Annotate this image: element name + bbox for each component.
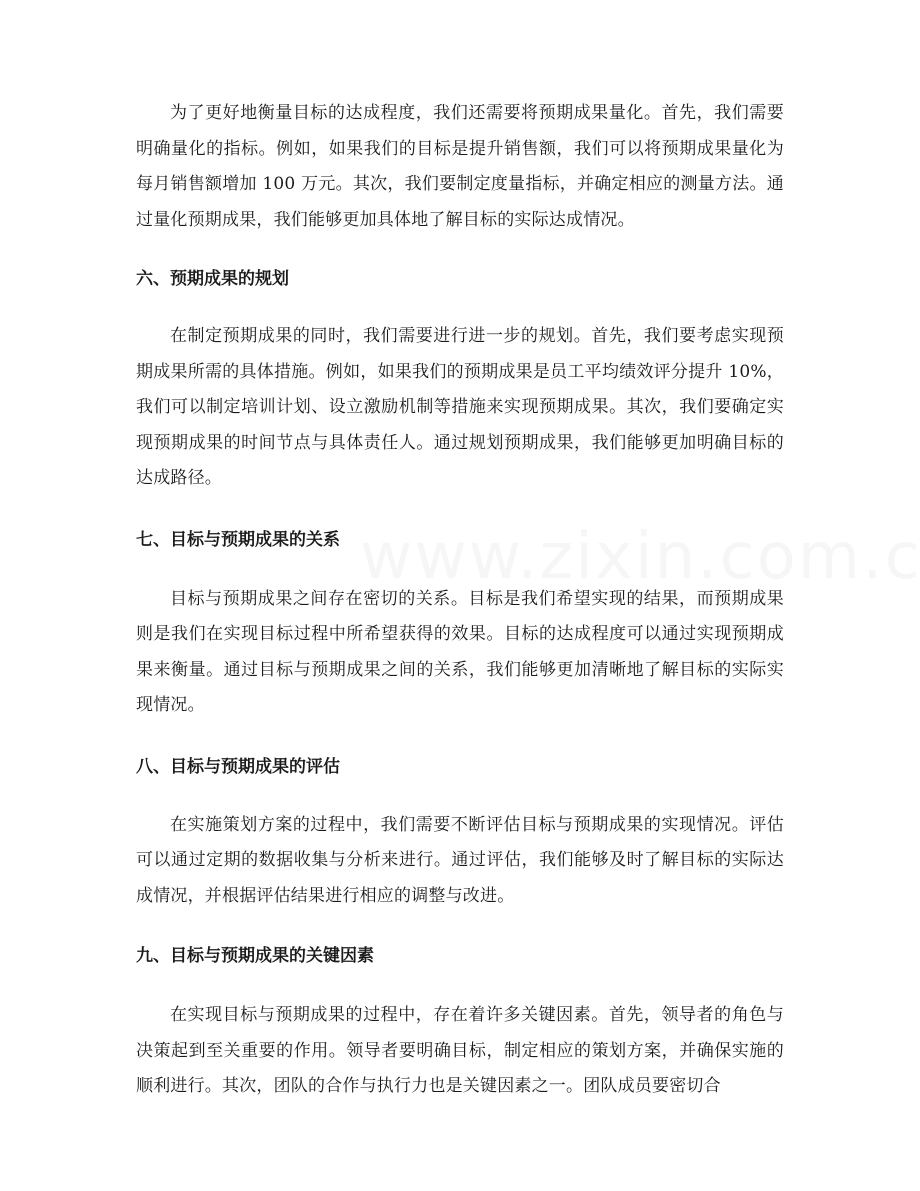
- heading-section-6: 六、预期成果的规划: [136, 269, 289, 289]
- heading-section-9: 九、目标与预期成果的关键因素: [136, 946, 374, 966]
- heading-section-8: 八、目标与预期成果的评估: [136, 756, 340, 777]
- document-page: [136, 96, 784, 1105]
- paragraph-section-6: 在制定预期成果的同时，我们需要进行进一步的规划。首先，我们要考虑实现预期成果所需的具体措施。例如，如果我们的预期成果是员工平均绩效评分提升 10%，我们可以制定培训计划、设立激励机制等措施来实现预期成果。其次，我们要确定实现预期成果的时间节点与具体责任人。通过规划预期成果，我们能够更加明确目标的达成路径。: [136, 326, 784, 488]
- paragraph-section-8: 在实施策划方案的过程中，我们需要不断评估目标与预期成果的实现情况。评估可以通过定期的数据收集与分析来进行。通过评估，我们能够及时了解目标的实际达成情况，并根据评估结果进行相应的调整与改进。: [136, 814, 784, 906]
- paragraph-section-7: 目标与预期成果之间存在密切的关系。目标是我们希望实现的结果，而预期成果则是我们在实现目标过程中所希望获得的效果。目标的达成程度可以通过实现预期成果来衡量。通过目标与预期成果之间的关系，我们能够更加清晰地了解目标的实际实现情况。: [136, 588, 784, 715]
- paragraph-quantification: 为了更好地衡量目标的达成程度，我们还需要将预期成果量化。首先，我们需要明确量化的指标。例如，如果我们的目标是提升销售额，我们可以将预期成果量化为每月销售额增加 100 万元。其次，我们要制定度量指标，并确定相应的测量方法。通过量化预期成果，我们能够更加具体地了解目标的实际达成情况。: [136, 103, 784, 230]
- paragraph-section-9: 在实现目标与预期成果的过程中，存在着许多关键因素。首先，领导者的角色与决策起到至关重要的作用。领导者要明确目标，制定相应的策划方案，并确保实施的顺利进行。其次，团队的合作与执行力也是关键因素之一。团队成员要密切合: [136, 1005, 784, 1096]
- heading-section-7: 七、目标与预期成果的关系: [136, 529, 340, 550]
